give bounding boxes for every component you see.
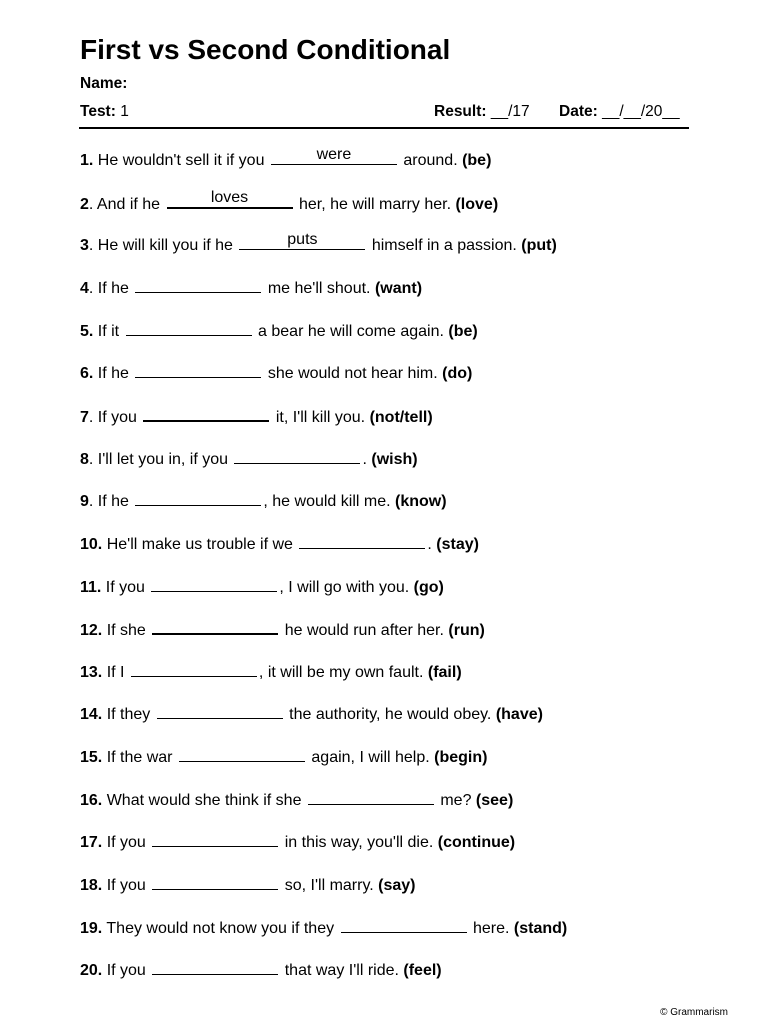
date-value: __/__/20__ bbox=[597, 103, 680, 120]
question-text-after: me he'll shout. bbox=[263, 280, 375, 297]
question-number: 15. bbox=[80, 749, 103, 766]
question-item bbox=[80, 830, 515, 854]
question-text-before: They would not know you if they bbox=[102, 920, 339, 937]
answer-blank[interactable] bbox=[341, 916, 467, 933]
question-item bbox=[80, 447, 418, 471]
question-number: 16. bbox=[80, 792, 103, 809]
result-info bbox=[434, 102, 530, 122]
question-item bbox=[80, 575, 444, 599]
question-item bbox=[80, 702, 543, 726]
question-text-before: If they bbox=[102, 706, 155, 723]
question-item bbox=[80, 148, 491, 172]
answer-blank[interactable] bbox=[135, 489, 261, 506]
verb-hint: (be) bbox=[448, 323, 478, 340]
question-text-after: a bear he will come again. bbox=[253, 323, 449, 340]
question-text-after: the authority, he would obey. bbox=[284, 706, 496, 723]
verb-hint: (do) bbox=[442, 365, 473, 382]
question-number: 6. bbox=[80, 365, 94, 382]
question-text-after: she would not hear him. bbox=[263, 365, 443, 382]
question-text-after: around. bbox=[398, 152, 463, 169]
question-item bbox=[80, 532, 479, 556]
result-value: __/17 bbox=[486, 103, 530, 120]
answer-blank[interactable] bbox=[157, 702, 283, 719]
question-item bbox=[80, 916, 567, 940]
question-item bbox=[80, 361, 472, 385]
question-text-before: If you bbox=[102, 962, 151, 979]
answer-blank[interactable] bbox=[152, 873, 278, 890]
question-number: 17. bbox=[80, 834, 103, 851]
verb-hint: (fail) bbox=[427, 664, 462, 681]
question-number: 1. bbox=[80, 152, 94, 169]
answer-blank[interactable] bbox=[271, 148, 397, 165]
answer-blank[interactable] bbox=[131, 660, 257, 677]
verb-hint: (know) bbox=[394, 493, 447, 510]
answer-blank[interactable] bbox=[152, 830, 278, 847]
question-number: 13. bbox=[80, 664, 103, 681]
verb-hint: (say) bbox=[378, 877, 416, 894]
verb-hint: (love) bbox=[455, 196, 499, 213]
question-number: 7 bbox=[80, 409, 89, 426]
question-text-before: What would she think if she bbox=[102, 792, 306, 809]
question-number: 12. bbox=[80, 622, 103, 639]
date-info bbox=[559, 102, 680, 122]
test-value: 1 bbox=[115, 103, 129, 120]
question-number: 18. bbox=[80, 877, 103, 894]
answer-blank[interactable] bbox=[143, 404, 269, 422]
answer-blank[interactable] bbox=[135, 361, 261, 378]
question-text-before: If I bbox=[102, 664, 129, 681]
question-number: 11. bbox=[80, 579, 102, 596]
verb-hint: (stand) bbox=[513, 920, 568, 937]
date-label: Date: bbox=[559, 103, 598, 120]
question-text-after: he would run after her. bbox=[280, 622, 449, 639]
answer-text: puts bbox=[287, 231, 318, 248]
verb-hint: (want) bbox=[374, 280, 423, 297]
question-number: 3 bbox=[80, 237, 89, 254]
question-text-before: . If you bbox=[88, 409, 142, 426]
answer-blank[interactable] bbox=[152, 617, 278, 635]
header-divider bbox=[79, 127, 689, 129]
answer-blank[interactable] bbox=[308, 788, 434, 805]
answer-blank[interactable] bbox=[234, 447, 360, 464]
question-text-after: . bbox=[362, 451, 372, 468]
question-text-before: . And if he bbox=[88, 196, 165, 213]
question-number: 19. bbox=[80, 920, 103, 937]
result-label: Result: bbox=[434, 103, 487, 120]
question-number: 14. bbox=[80, 706, 103, 723]
question-text-after: it, I'll kill you. bbox=[271, 409, 370, 426]
question-text-before: . He will kill you if he bbox=[88, 237, 238, 254]
verb-hint: (go) bbox=[413, 579, 444, 596]
question-text-after: here. bbox=[468, 920, 514, 937]
answer-blank[interactable] bbox=[239, 233, 365, 250]
question-number: 4 bbox=[80, 280, 89, 297]
question-item bbox=[80, 489, 447, 513]
verb-hint: (see) bbox=[475, 792, 514, 809]
question-item bbox=[80, 404, 433, 428]
question-text-after: her, he will marry her. bbox=[294, 196, 456, 213]
verb-hint: (put) bbox=[521, 237, 557, 254]
question-text-after: in this way, you'll die. bbox=[280, 834, 438, 851]
question-text-after: . bbox=[427, 536, 437, 553]
verb-hint: (wish) bbox=[371, 451, 418, 468]
answer-blank[interactable] bbox=[151, 575, 277, 592]
question-item bbox=[80, 276, 422, 300]
question-text-before: . If he bbox=[88, 280, 134, 297]
question-text-before: If the war bbox=[102, 749, 177, 766]
question-text-after: me? bbox=[435, 792, 476, 809]
name-label: Name: bbox=[80, 75, 128, 92]
question-item bbox=[80, 788, 513, 812]
answer-blank[interactable] bbox=[179, 745, 305, 762]
question-text-before: If you bbox=[102, 834, 151, 851]
answer-blank[interactable] bbox=[167, 191, 293, 209]
answer-blank[interactable] bbox=[126, 319, 252, 336]
page-title: First vs Second Conditional bbox=[80, 34, 451, 65]
verb-hint: (feel) bbox=[403, 962, 442, 979]
verb-hint: (not/tell) bbox=[369, 409, 433, 426]
question-item bbox=[80, 617, 485, 641]
question-text-after: again, I will help. bbox=[306, 749, 435, 766]
question-text-before: If she bbox=[102, 622, 151, 639]
question-text-before: He'll make us trouble if we bbox=[102, 536, 298, 553]
verb-hint: (have) bbox=[495, 706, 543, 723]
question-number: 20. bbox=[80, 962, 103, 979]
verb-hint: (begin) bbox=[434, 749, 488, 766]
verb-hint: (continue) bbox=[437, 834, 516, 851]
answer-text: loves bbox=[210, 189, 249, 206]
test-label: Test: bbox=[80, 103, 116, 120]
question-number: 9 bbox=[80, 493, 89, 510]
verb-hint: (be) bbox=[462, 152, 492, 169]
question-item bbox=[80, 191, 498, 215]
question-text-before: If he bbox=[93, 365, 134, 382]
question-text-before: If you bbox=[102, 877, 151, 894]
answer-text: were bbox=[316, 146, 352, 163]
question-text-after: , it will be my own fault. bbox=[258, 664, 428, 681]
question-text-after: himself in a passion. bbox=[367, 237, 522, 254]
question-text-before: If it bbox=[93, 323, 124, 340]
question-item bbox=[80, 958, 442, 982]
question-text-before: If you bbox=[101, 579, 150, 596]
question-text-before: . If he bbox=[88, 493, 134, 510]
question-number: 8 bbox=[80, 451, 89, 468]
verb-hint: (run) bbox=[448, 622, 485, 639]
copyright-text: © Grammarism bbox=[660, 1007, 728, 1018]
question-item bbox=[80, 873, 416, 897]
question-item bbox=[80, 233, 557, 257]
question-text-before: . I'll let you in, if you bbox=[88, 451, 233, 468]
question-number: 2 bbox=[80, 196, 89, 213]
test-info bbox=[80, 102, 129, 122]
question-text-before: He wouldn't sell it if you bbox=[93, 152, 269, 169]
question-text-after: , he would kill me. bbox=[263, 493, 395, 510]
question-text-after: that way I'll ride. bbox=[280, 962, 404, 979]
answer-blank[interactable] bbox=[152, 958, 278, 975]
question-item bbox=[80, 660, 462, 684]
question-item bbox=[80, 319, 478, 343]
answer-blank[interactable] bbox=[299, 532, 425, 549]
verb-hint: (stay) bbox=[436, 536, 479, 553]
question-number: 5. bbox=[80, 323, 94, 340]
answer-blank[interactable] bbox=[135, 276, 261, 293]
question-text-after: so, I'll marry. bbox=[280, 877, 379, 894]
question-number: 10. bbox=[80, 536, 103, 553]
question-item bbox=[80, 745, 487, 769]
question-text-after: , I will go with you. bbox=[279, 579, 414, 596]
